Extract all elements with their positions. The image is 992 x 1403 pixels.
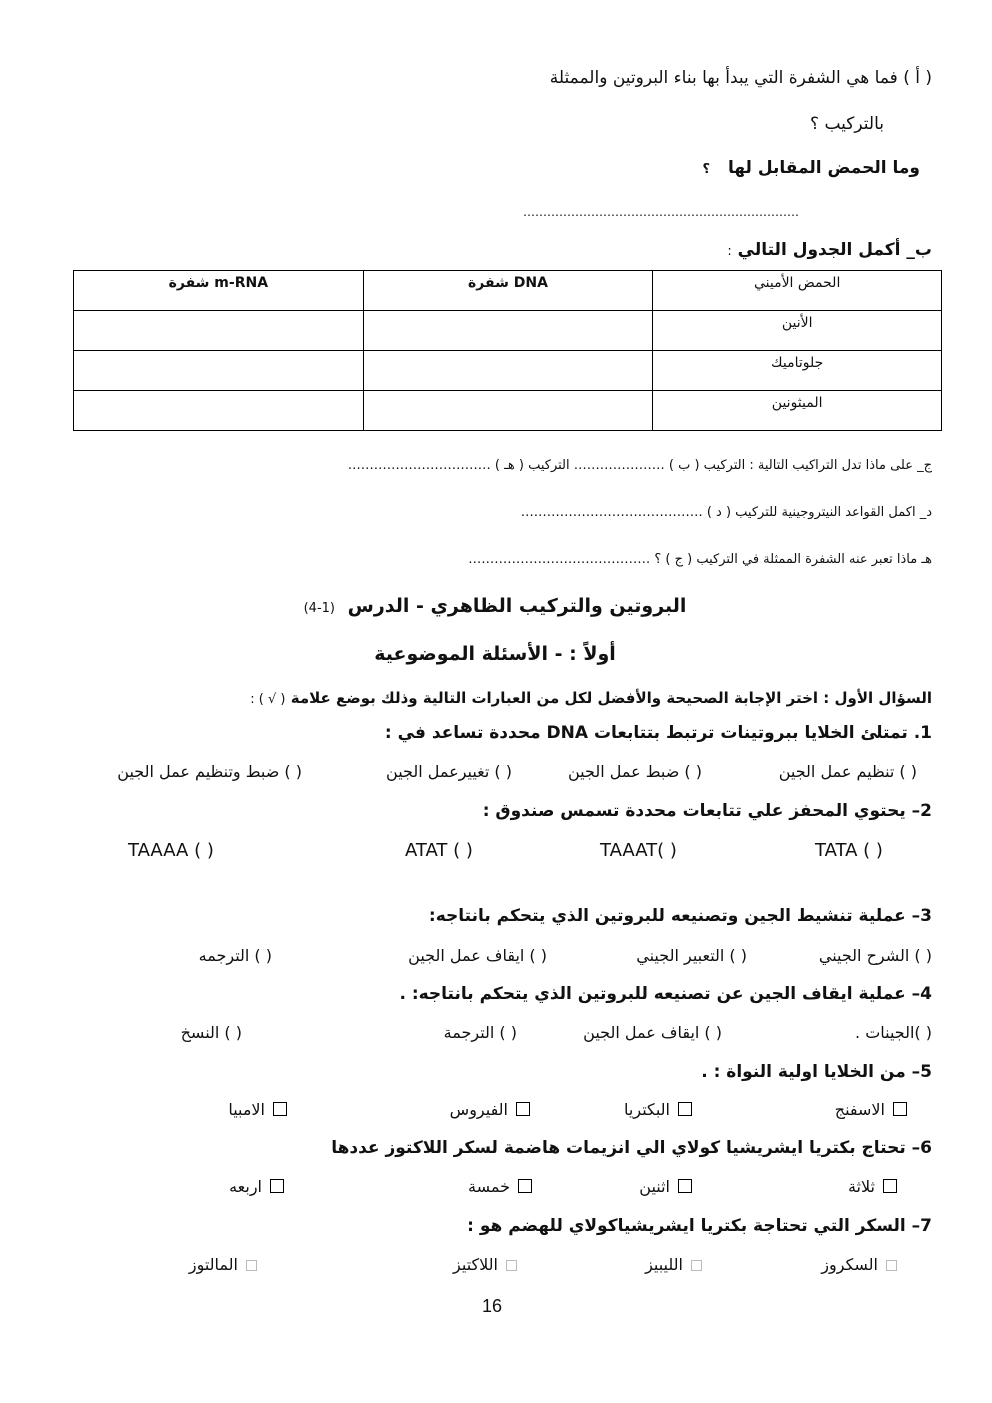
question-4: 4– عملية ايقاف الجين عن تصنيعه للبروتين الذي يتحكم بانتاجه: . xyxy=(399,984,932,1004)
q5-option-1[interactable] xyxy=(835,1100,907,1119)
q1-header xyxy=(250,688,932,710)
table-cell-amino-acid: الميثونين xyxy=(653,391,942,431)
amino-acid-table xyxy=(73,270,942,431)
objective-questions-title: أولاً : - الأسئلة الموضوعية xyxy=(374,643,616,665)
q5-option-3-label: الفيروس xyxy=(449,1100,508,1119)
checkbox-icon[interactable] xyxy=(270,1179,284,1193)
q1-header-text: : اختر الإجابة الصحيحة والأفضل لكل من العبارات التالية وذلك بوضع علامة xyxy=(290,689,830,707)
checkbox-icon[interactable] xyxy=(893,1102,907,1116)
q5-option-4-label: الامبيا xyxy=(228,1100,265,1119)
q7-option-4-label: المالتوز xyxy=(188,1255,238,1274)
q1-option-4[interactable]: ( ) ضبط وتنظيم عمل الجين xyxy=(117,762,302,781)
q3-option-4[interactable]: ( ) الترجمه xyxy=(198,946,272,965)
q6-option-4-label: اربعه xyxy=(229,1177,262,1196)
q1-option-1[interactable]: ( ) تنظيم عمل الجين xyxy=(778,762,917,781)
q1-option-3[interactable]: ( ) تغييرعمل الجين xyxy=(386,762,512,781)
q1-header-mark: ( √ ) : xyxy=(250,692,286,707)
q5-option-1-label: الاسفنج xyxy=(834,1100,885,1119)
q6-option-4[interactable] xyxy=(229,1177,284,1196)
q3-option-1[interactable]: ( ) الشرح الجيني xyxy=(818,946,932,965)
question-1: 1. تمتلئ الخلايا ببروتينات ترتبط بتتابعات DNA محددة تساعد في : xyxy=(384,723,932,743)
q3-option-2[interactable]: ( ) التعبير الجيني xyxy=(636,946,747,965)
q4-option-4[interactable]: ( ) النسخ xyxy=(180,1023,242,1042)
lesson-title xyxy=(300,596,690,619)
question-a-mark: ؟ xyxy=(702,162,711,177)
lesson-title-text: البروتين والتركيب الظاهري - الدرس xyxy=(347,595,687,617)
q2-option-2[interactable]: TAAAT( ) xyxy=(600,840,677,861)
section-b-title-text: ب_ أكمل الجدول التالي xyxy=(737,240,932,260)
question-c: ج_ على ماذا تدل التراكيب التالية : التركيب ( ب ) ………………… التركيب ( هـ ) …………………………… xyxy=(347,458,932,473)
question-a-line2: بالتركيب ؟ xyxy=(810,114,884,134)
question-2: 2– يحتوي المحفز علي تتابعات محددة تسمس صندوق : xyxy=(482,801,932,821)
checkbox-icon[interactable] xyxy=(246,1260,257,1271)
table-cell-amino-acid: جلوتاميك xyxy=(653,351,942,391)
section-b-colon: : xyxy=(727,244,732,259)
table-header-row xyxy=(74,271,942,311)
question-5: 5– من الخلايا اولية النواة : . xyxy=(701,1062,932,1082)
table-cell-mrna[interactable] xyxy=(74,311,364,351)
table-cell-mrna[interactable] xyxy=(74,351,364,391)
checkbox-icon[interactable] xyxy=(273,1102,287,1116)
checkbox-icon[interactable] xyxy=(691,1260,702,1271)
table-cell-amino-acid: الأنين xyxy=(653,311,942,351)
q1-header-label: السؤال الأول xyxy=(834,689,932,707)
question-a-line3 xyxy=(702,158,920,180)
question-a-line3-text: وما الحمض المقابل لها xyxy=(727,158,920,178)
checkbox-icon[interactable] xyxy=(678,1102,692,1116)
table-row xyxy=(74,391,942,431)
table-row xyxy=(74,351,942,391)
q2-option-4[interactable]: TAAAA ( ) xyxy=(128,840,214,861)
answer-dots-a: …………………………………………………………… xyxy=(523,205,799,219)
q4-option-1[interactable]: ( )الجينات . xyxy=(855,1023,932,1042)
q7-option-2[interactable] xyxy=(645,1255,702,1274)
q2-option-1[interactable]: TATA ( ) xyxy=(815,840,883,861)
checkbox-icon[interactable] xyxy=(886,1260,897,1271)
q5-option-2[interactable] xyxy=(624,1100,692,1119)
checkbox-icon[interactable] xyxy=(506,1260,517,1271)
checkbox-icon[interactable] xyxy=(883,1179,897,1193)
q7-option-3[interactable] xyxy=(453,1255,517,1274)
q6-option-2-label: اثنين xyxy=(639,1177,670,1196)
page-number: 16 xyxy=(482,1296,503,1316)
question-d: د_ اكمل القواعد النيتروجينية للتركيب ( د ) …………………………………… xyxy=(520,505,932,520)
header-dna-codon: شفرة DNA xyxy=(363,271,653,311)
question-3: 3– عملية تنشيط الجين وتصنيعه للبروتين الذي يتحكم بانتاجه: xyxy=(428,906,932,926)
table-cell-dna[interactable] xyxy=(363,391,653,431)
table-row xyxy=(74,311,942,351)
checkbox-icon[interactable] xyxy=(518,1179,532,1193)
q1-option-2[interactable]: ( ) ضبط عمل الجين xyxy=(568,762,702,781)
q7-option-2-label: الليبيز xyxy=(645,1255,683,1274)
q6-option-3[interactable] xyxy=(468,1177,532,1196)
q5-option-2-label: البكتريا xyxy=(624,1100,670,1119)
q6-option-3-label: خمسة xyxy=(468,1177,510,1196)
q3-option-3[interactable]: ( ) ايقاف عمل الجين xyxy=(408,946,547,965)
q4-option-3[interactable]: ( ) الترجمة xyxy=(443,1023,517,1042)
q7-option-4[interactable] xyxy=(189,1255,257,1274)
q5-option-4[interactable] xyxy=(228,1100,287,1119)
q2-option-3[interactable]: ATAT ( ) xyxy=(405,840,473,861)
question-a-line1: ( أ ) فما هي الشفرة التي يبدأ بها بناء البروتين والممثلة xyxy=(549,68,932,88)
q6-option-1-label: ثلاثة xyxy=(847,1177,875,1196)
table-cell-mrna[interactable] xyxy=(74,391,364,431)
checkbox-icon[interactable] xyxy=(678,1179,692,1193)
q6-option-2[interactable] xyxy=(639,1177,692,1196)
question-6: 6– تحتاج بكتريا ايشريشيا كولاي الي انزيمات هاضمة لسكر اللاكتوز عددها xyxy=(331,1138,932,1158)
lesson-number: (1-4) xyxy=(303,601,335,616)
q7-option-1[interactable] xyxy=(821,1255,897,1274)
q7-option-1-label: السكروز xyxy=(821,1255,878,1274)
checkbox-icon[interactable] xyxy=(516,1102,530,1116)
header-mrna-codon: شفرة m-RNA xyxy=(74,271,364,311)
question-e: هـ ماذا تعبر عنه الشفرة الممثلة في التركيب ( ج ) ؟ …………………………………… xyxy=(468,552,932,567)
q5-option-3[interactable] xyxy=(450,1100,530,1119)
table-cell-dna[interactable] xyxy=(363,311,653,351)
table-cell-dna[interactable] xyxy=(363,351,653,391)
question-7: 7– السكر التي تحتاجة بكتريا ايشريشياكولاي للهضم هو : xyxy=(467,1216,932,1236)
header-amino-acid: الحمض الأميني xyxy=(653,271,942,311)
q6-option-1[interactable] xyxy=(848,1177,897,1196)
q7-option-3-label: اللاكتيز xyxy=(453,1255,498,1274)
section-b-title xyxy=(727,240,932,262)
q4-option-2[interactable]: ( ) ايقاف عمل الجين xyxy=(583,1023,722,1042)
